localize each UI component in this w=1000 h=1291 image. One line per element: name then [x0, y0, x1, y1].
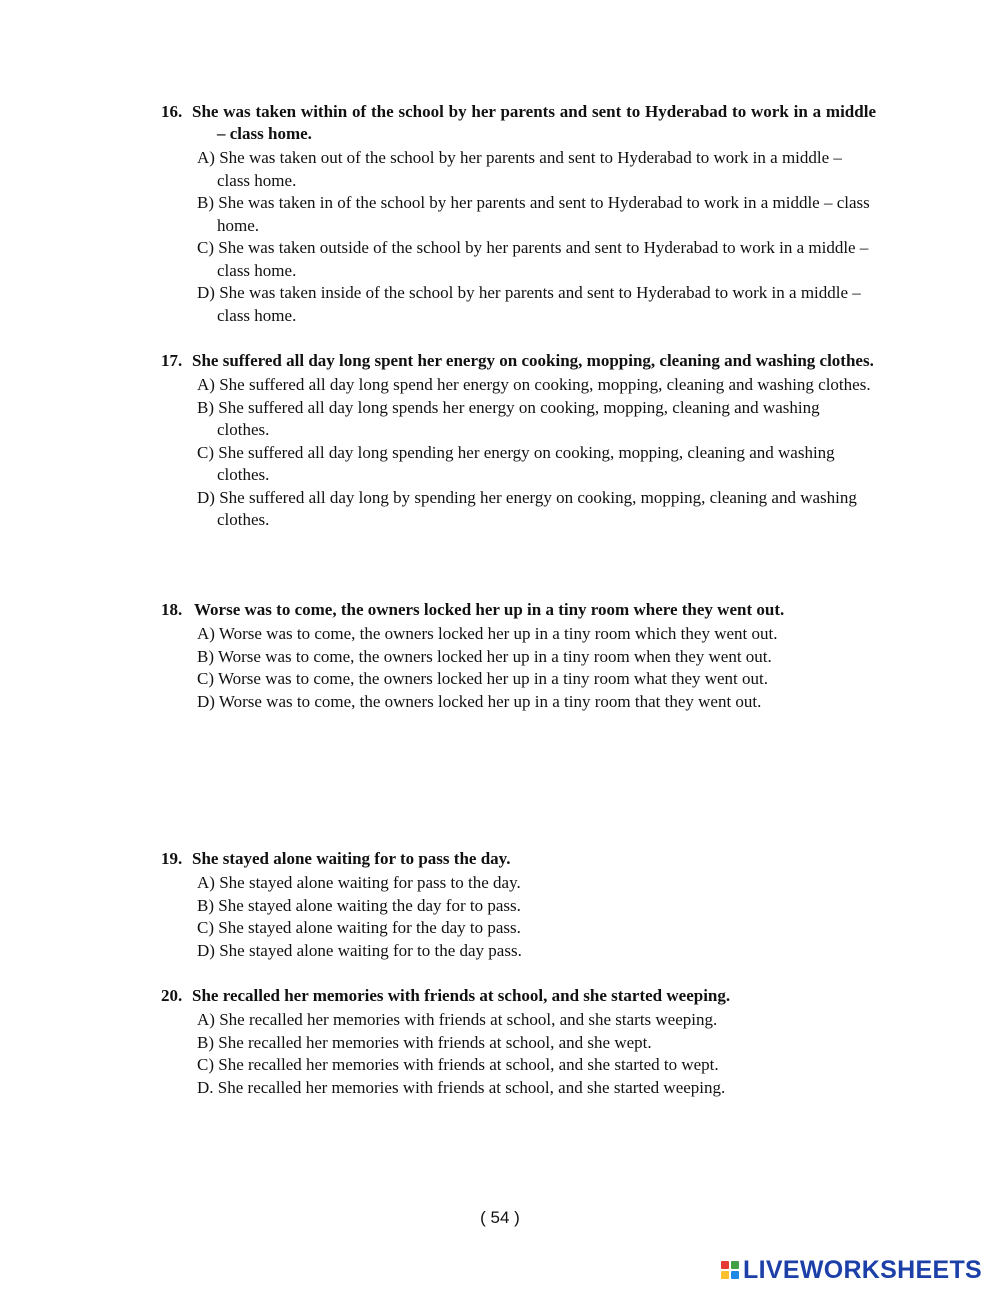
option-letter: C) — [197, 1055, 214, 1074]
option-letter: A) — [197, 1010, 215, 1029]
option-letter: D) — [197, 487, 215, 507]
question-18 — [161, 599, 876, 713]
option-text: She recalled her memories with friends at school, and she wept. — [218, 1032, 652, 1052]
option-letter: D) — [197, 283, 215, 302]
question-stem — [161, 101, 876, 145]
option-letter: B) — [197, 895, 214, 915]
option-b[interactable] — [197, 646, 876, 669]
option-b[interactable] — [197, 192, 876, 237]
option-b[interactable] — [197, 1032, 881, 1055]
logo-blocks-icon — [721, 1261, 739, 1279]
question-16 — [161, 101, 876, 327]
option-letter: C) — [197, 238, 214, 257]
option-d[interactable] — [197, 487, 876, 532]
option-c[interactable] — [197, 237, 876, 282]
question-stem — [161, 848, 876, 870]
question-stem — [161, 350, 876, 372]
option-text: She stayed alone waiting for the day to pass. — [218, 918, 521, 937]
option-text: She suffered all day long spend her energy on cooking, mopping, cleaning and washing clothes. — [219, 375, 871, 394]
option-text: Worse was to come, the owners locked her up in a tiny room what they went out. — [217, 669, 769, 688]
logo-block — [731, 1261, 739, 1269]
option-text: She suffered all day long by spending her energy on cooking, mopping, cleaning and washing clothes. — [217, 487, 857, 529]
option-letter: A) — [197, 148, 215, 167]
option-a[interactable] — [197, 147, 876, 192]
option-text: She was taken in of the school by her parents and sent to Hyderabad to work in a middle – class home. — [217, 193, 870, 235]
option-letter: D. — [197, 1077, 214, 1097]
brand-name: LIVEWORKSHEETS — [743, 1255, 982, 1284]
question-number: 18. — [161, 600, 183, 619]
question-number: 19. — [161, 849, 183, 868]
question-number: 17. — [161, 351, 183, 370]
question-number: 16. — [161, 102, 183, 121]
option-letter: C) — [197, 669, 214, 688]
option-b[interactable] — [197, 397, 876, 442]
option-text: She was taken out of the school by her parents and sent to Hyderabad to work in a middle – class home. — [217, 148, 842, 190]
option-letter: A) — [197, 375, 215, 394]
option-letter: C) — [197, 918, 214, 937]
option-c[interactable] — [197, 442, 876, 487]
option-letter: B) — [197, 646, 214, 666]
option-letter: A) — [197, 873, 215, 892]
option-letter: A) — [197, 624, 215, 643]
question-19 — [161, 848, 876, 962]
question-text: Worse was to come, the owners locked her up in a tiny room where they went out. — [194, 600, 785, 619]
option-text: Worse was to come, the owners locked her up in a tiny room when they went out. — [217, 646, 772, 666]
option-text: She recalled her memories with friends at school, and she starts weeping. — [219, 1010, 718, 1029]
option-b[interactable] — [197, 895, 876, 918]
option-text: She suffered all day long spending her energy on cooking, mopping, cleaning and washing clothes. — [217, 442, 835, 484]
question-text: She suffered all day long spent her energy on cooking, mopping, cleaning and washing clothes. — [192, 351, 874, 370]
option-letter: B) — [197, 193, 214, 212]
option-text: She suffered all day long spends her energy on cooking, mopping, cleaning and washing clothes. — [217, 397, 820, 439]
option-letter: D) — [197, 691, 215, 711]
option-c[interactable] — [197, 917, 876, 940]
question-stem — [161, 985, 881, 1007]
question-17 — [161, 350, 876, 532]
option-text: She stayed alone waiting for pass to the day. — [219, 873, 521, 892]
option-letter: C) — [197, 442, 214, 462]
option-d[interactable] — [197, 940, 876, 963]
logo-block — [721, 1261, 729, 1269]
question-20 — [161, 985, 881, 1099]
option-a[interactable] — [197, 872, 876, 895]
option-d[interactable] — [197, 282, 876, 327]
option-letter: D) — [197, 940, 215, 960]
question-text: She recalled her memories with friends at school, and she started weeping. — [192, 986, 731, 1005]
option-c[interactable] — [197, 668, 876, 691]
logo-block — [731, 1271, 739, 1279]
option-d[interactable] — [197, 691, 876, 714]
liveworksheets-logo — [721, 1255, 982, 1285]
option-text: She was taken outside of the school by her parents and sent to Hyderabad to work in a middle – class home. — [217, 238, 869, 280]
option-text: She recalled her memories with friends at school, and she started weeping. — [217, 1077, 726, 1097]
option-text: Worse was to come, the owners locked her up in a tiny room that they went out. — [218, 691, 762, 711]
option-text: Worse was to come, the owners locked her up in a tiny room which they went out. — [218, 624, 778, 643]
option-c[interactable] — [197, 1054, 881, 1077]
option-text: She was taken inside of the school by her parents and sent to Hyderabad to work in a middle – class home. — [217, 283, 861, 325]
option-a[interactable] — [197, 1009, 881, 1032]
option-letter: B) — [197, 397, 214, 417]
option-text: She stayed alone waiting the day for to pass. — [218, 895, 521, 915]
question-stem — [161, 599, 876, 621]
question-number: 20. — [161, 986, 183, 1005]
option-text: She recalled her memories with friends at school, and she started to wept. — [218, 1055, 719, 1074]
page-number: ( 54 ) — [480, 1208, 520, 1227]
question-text: She stayed alone waiting for to pass the day. — [192, 849, 511, 868]
option-d[interactable] — [197, 1077, 881, 1100]
option-letter: B) — [197, 1032, 214, 1052]
option-text: She stayed alone waiting for to the day pass. — [219, 940, 522, 960]
option-a[interactable] — [197, 623, 876, 646]
logo-block — [721, 1271, 729, 1279]
option-a[interactable] — [197, 374, 876, 397]
question-text: She was taken within of the school by her parents and sent to Hyderabad to work in a middle – class home. — [192, 102, 876, 143]
